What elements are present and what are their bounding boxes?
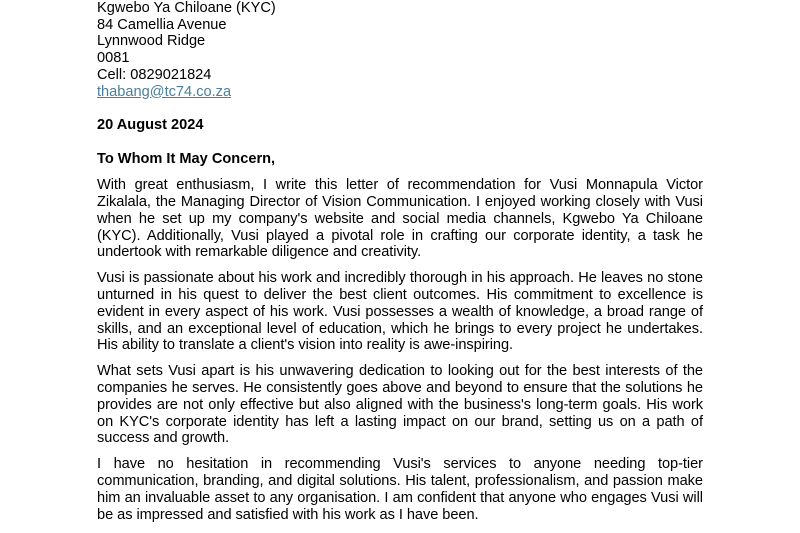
- sender-email-link[interactable]: thabang@tc74.co.za: [97, 83, 232, 100]
- sender-address-block: [97, 0, 703, 100]
- body-paragraph-3: What sets Vusi apart is his unwavering dedication to looking out for the best interests of the companies he serves. He consistently goes above and beyond to ensure that the solutions he provides are not only effective but also aligned with the business's long-term goals. His work on KYC's corporate identity has left a lasting impact on our brand, setting us on a path of success and growth.: [97, 363, 703, 447]
- sender-street: 84 Camellia Avenue: [97, 16, 227, 33]
- body-paragraph-2: Vusi is passionate about his work and incredibly thorough in his approach. He leaves no stone unturned in his quest to deliver the best client outcomes. His commitment to excellence is evident in every aspect of his work. Vusi possesses a wealth of knowledge, a broad range of skills, and an exceptional level of education, which he brings to every project he undertakes. His ability to translate a client's vision into reality is awe-inspiring.: [97, 270, 703, 354]
- sender-cell: Cell: 0829021824: [97, 66, 212, 83]
- body-paragraph-4: I have no hesitation in recommending Vusi's services to anyone needing top-tier communication, branding, and digital solutions. His talent, professionalism, and passion make him an invaluable asset to any organisation. I am confident that anyone who engages Vusi will be as impressed and satisfied with his work as I have been.: [97, 456, 703, 523]
- sender-postal-code: 0081: [97, 50, 130, 67]
- body-paragraph-1: With great enthusiasm, I write this letter of recommendation for Vusi Monnapula Victor Zikalala, the Managing Director of Vision Communication. I enjoyed working closely with Vusi when he set up my company's website and social media channels, Kgwebo Ya Chiloane (KYC). Additionally, Vusi played a pivotal role in crafting our corporate identity, a task he undertook with remarkable diligence and creativity.: [97, 177, 703, 261]
- salutation: To Whom It May Concern,: [97, 151, 276, 168]
- letter-page: [97, 0, 703, 523]
- letter-date: 20 August 2024: [97, 117, 204, 134]
- sender-company: Kgwebo Ya Chiloane (KYC): [97, 0, 276, 16]
- sender-suburb: Lynnwood Ridge: [97, 33, 206, 50]
